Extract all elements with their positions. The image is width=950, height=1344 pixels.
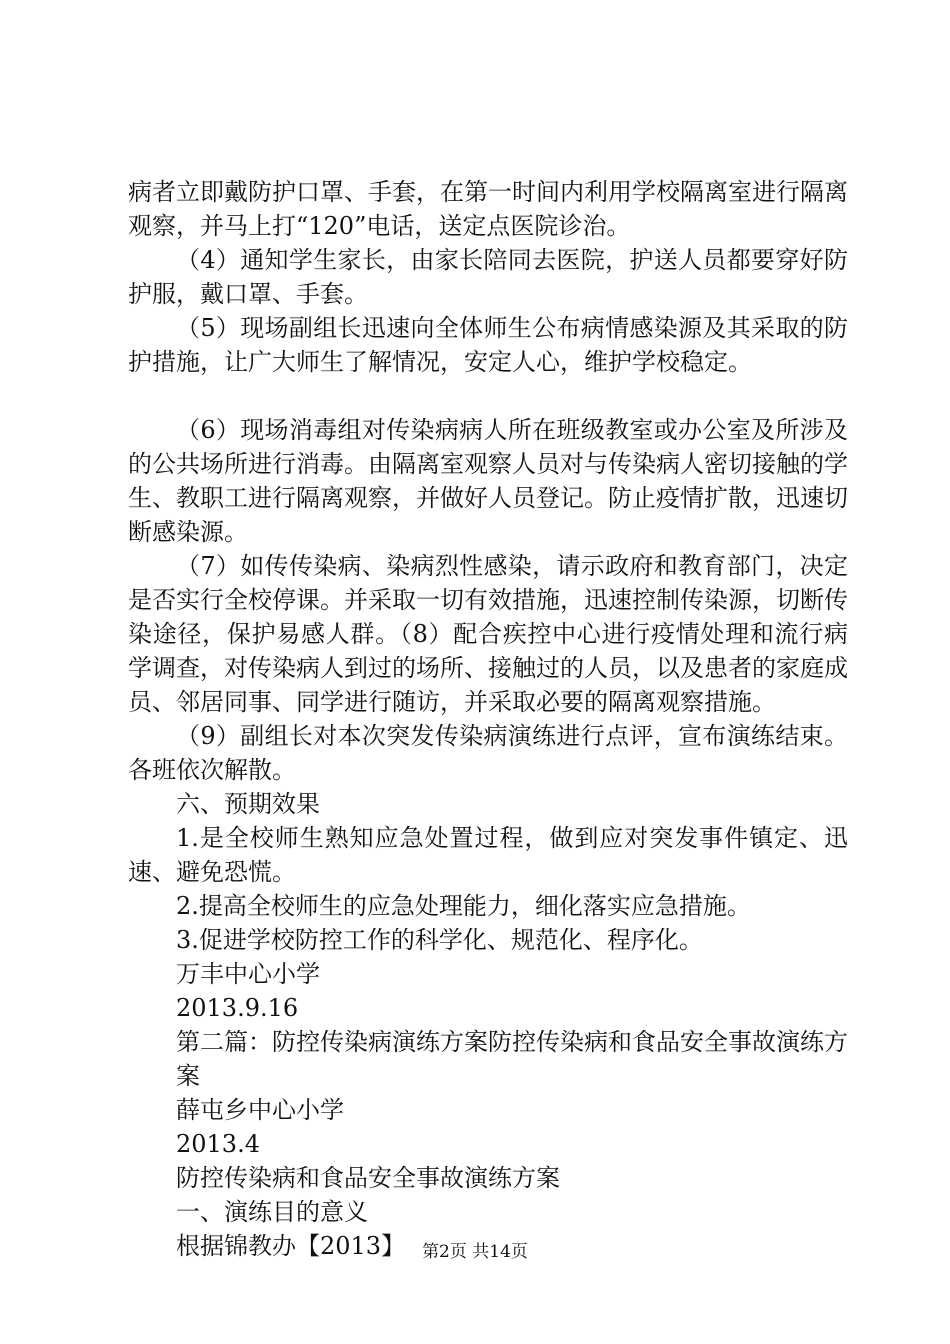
document-body	[128, 175, 848, 1263]
second-date-line: 2013.4	[176, 1130, 260, 1158]
second-school-name: 薛屯乡中心小学	[176, 1096, 344, 1124]
paragraph-step-6: （6）现场消毒组对传染病病人所在班级教室或办公室及所涉及的公共场所进行消毒。由隔离室观察人员对与传染病人密切接触的学生、教职工进行隔离观察，并做好人员登记。防止疫情扩散，迅速切断感染源。	[128, 416, 848, 546]
section-heading-expected-results: 六、预期效果	[176, 790, 320, 818]
list-item-1: 1.是全校师生熟知应急处置过程，做到应对突发事件镇定、迅速、避免恐慌。	[128, 824, 848, 886]
list-item-3: 3.促进学校防控工作的科学化、规范化、程序化。	[176, 926, 703, 954]
paragraph-gap	[128, 379, 848, 413]
page-number-footer: 第2页 共14页	[422, 1242, 528, 1262]
paragraph-step-5: （5）现场副组长迅速向全体师生公布病情感染源及其采取的防护措施，让广大师生了解情况，安定人心，维护学校稳定。	[128, 314, 848, 376]
plan-title: 防控传染病和食品安全事故演练方案	[176, 1164, 560, 1192]
date-line: 2013.9.16	[176, 994, 299, 1022]
list-item-2: 2.提高全校师生的应急处理能力，细化落实应急措施。	[176, 892, 751, 920]
second-article-title: 第二篇：防控传染病演练方案防控传染病和食品安全事故演练方案	[176, 1028, 848, 1090]
section-heading-purpose: 一、演练目的意义	[176, 1198, 368, 1226]
school-name: 万丰中心小学	[176, 960, 320, 988]
paragraph-basis: 根据锦教办【2013】	[176, 1232, 406, 1260]
paragraph-step-4: （4）通知学生家长，由家长陪同去医院，护送人员都要穿好防护服，戴口罩、手套。	[128, 246, 848, 308]
paragraph-continuation: 病者立即戴防护口罩、手套，在第一时间内利用学校隔离室进行隔离观察，并马上打“120”电话，送定点医院诊治。	[128, 178, 848, 240]
paragraph-step-7-8: （7）如传传染病、染病烈性感染，请示政府和教育部门，决定是否实行全校停课。并采取一切有效措施，迅速控制传染源，切断传染途径，保护易感人群。（8）配合疾控中心进行疫情处理和流行病学调查，对传染病人到过的场所、接触过的人员，以及患者的家庭成员、邻居同事、同学进行随访，并采取必要的隔离观察措施。	[128, 552, 848, 716]
paragraph-step-9: （9）副组长对本次突发传染病演练进行点评，宣布演练结束。各班依次解散。	[128, 722, 848, 784]
